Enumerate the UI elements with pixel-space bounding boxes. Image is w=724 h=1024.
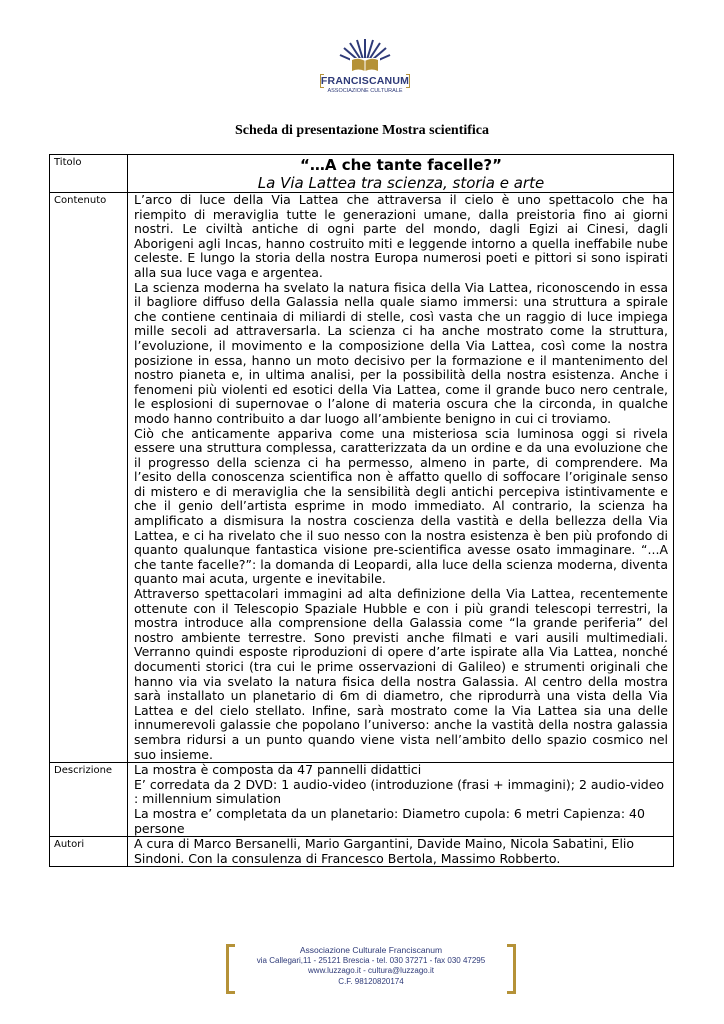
description-line: La mostra e’ completata da un planetario: Diametro cupola: 6 metri Capienza: 40 persone: [134, 805, 645, 836]
authors-text: A cura di Marco Bersanelli, Mario Gargantini, Davide Maino, Nicola Sabatini, Elio Sindoni. Con la consulenza di Francesco Bertola, Massimo Robberto.: [134, 836, 635, 866]
row-descrizione: [50, 763, 674, 837]
description-cell: [128, 763, 674, 837]
logo-subtitle: ASSOCIAZIONE CULTURALE: [327, 88, 403, 94]
footer-cf: C.F. 98120820174: [338, 976, 404, 986]
row-titolo: [50, 155, 674, 193]
row-autori: [50, 837, 674, 867]
content-paragraph: La scienza moderna ha svelato la natura fisica della Via Lattea, riconoscendo in essa il bagliore diffuso della Galassia nella quale siamo immersi: una struttura a spirale che contiene centinaia di miliardi di stelle, così vasta che un raggio di luce impiega mille secoli ad attraversarla. La scienza ci ha anche mostrato come la struttura, l’evoluzione, il movimento e la composizione della Via Lattea, così come la nostra posizione in essa, hanno un moto decisivo per la formazione e il mantenimento del nostro pianeta e, in ultima analisi, per la possibilità della nostra esistenza. Anche i fenomeni più violenti ed esotici della Via Lattea, come il grande buco nero centrale, le esplosioni di supernovae o l’alone di materia oscura che la circonda, in qualche modo hanno contribuito a dar luogo all’ambiente benigno in cui ci troviamo.: [134, 279, 668, 426]
content-paragraph: Ciò che anticamente appariva come una misteriosa scia luminosa oggi si rivela essere una struttura complessa, caratterizzata da un ordine e da una evoluzione che il progresso della scienza ci ha permesso, almeno in parte, di comprendere. Ma l’esito della conoscenza scientifica non è affatto quello di soffocare l’originale senso di mistero e di meraviglia che la sensibilità degli antichi percepiva istintivamente e che il genio dell’artista esprime in modo immediato. Al contrario, la scienza ha amplificato a dismisura la nostra coscienza della vastità e della bellezza della Via Lattea, e ci ha rivelato che il suo nesso con la nostra esistenza è ben più profondo di quanto qualunque fantastica visione pre-scientifica avesse osato immaginare. “...A che tante facelle?”: la domanda di Leopardi, alla luce della scienza moderna, diventa quanto mai acuta, urgente e inevitabile.: [134, 425, 668, 587]
label-descrizione: Descrizione: [50, 763, 128, 837]
description-line: E’ corredata da 2 DVD: 1 audio-video (introduzione (frasi + immagini); 2 audio-video : millennium simulation: [134, 776, 665, 807]
description-line: La mostra è composta da 47 pannelli didattici: [134, 762, 422, 778]
footer-text: [226, 945, 516, 987]
footer-address: via Callegari,11 - 25121 Brescia - tel. 030 37271 - fax 030 47295: [256, 955, 486, 965]
authors-cell: [128, 837, 674, 867]
logo-name: FRANCISCANUM: [320, 75, 410, 87]
label-autori: Autori: [50, 837, 128, 867]
label-titolo: Titolo: [50, 155, 128, 193]
content-cell: [128, 193, 674, 763]
footer-web: www.luzzago.it - cultura@luzzago.it: [308, 966, 434, 975]
document-title: Scheda di presentazione Mostra scientifica: [234, 123, 490, 138]
label-contenuto: Contenuto: [50, 193, 128, 763]
content-paragraph: Attraverso spettacolari immagini ad alta definizione della Via Lattea, recentemente ottenute con il Telescopio Spaziale Hubble e con i più grandi telescopi terrestri, la mostra introduce alla comprensione della Galassia come “la grande periferia” del nostro ambiente terrestre. Sono previsti anche filmati e vari ausili multimediali. Verranno quindi esposte riproduzioni di opere d’arte ispirate alla Via Lattea, nonché documenti storici (tra cui le prime osservazioni di Galileo) e strumenti originali che hanno via via svelato la natura fisica della nostra Galassia. Al centro della mostra sarà installato un planetario di 6m di diametro, che riprodurrà una vista della Via Lattea e del cielo stellato. Infine, sarà mostrato come la Via Lattea sia una delle innumerevoli galassie che popolano l’universo: anche la vastità della nostra galassia sembra ridursi a un punto quando viene vista nell’ambito dello spazio cosmico nel suo insieme.: [134, 586, 668, 762]
footer: [226, 944, 516, 988]
sunburst-book-icon: [338, 36, 392, 74]
franciscanum-logo: [320, 36, 410, 98]
title-cell: [128, 155, 674, 193]
presentation-table: [49, 154, 674, 867]
exhibition-title: “…A che tante facelle?”: [300, 156, 502, 174]
content-paragraph: L’arco di luce della Via Lattea che attraversa il cielo è uno spettacolo che ha riempito di meraviglia tutte le generazioni umane, dalla preistoria fino ai giorni nostri. Le civiltà antiche di ogni parte del mondo, dagli Egizi ai Cinesi, dagli Aborigeni agli Incas, hanno costruito miti e leggende intorno a quella ineffabile nube celeste. E lungo la storia della nostra Europa numerosi poeti e pittori si sono ispirati alla sua luce vaga e argentea.: [134, 192, 668, 280]
exhibition-subtitle: La Via Lattea tra scienza, storia e arte: [257, 174, 545, 192]
footer-org: Associazione Culturale Franciscanum: [299, 945, 443, 955]
row-contenuto: [50, 193, 674, 763]
